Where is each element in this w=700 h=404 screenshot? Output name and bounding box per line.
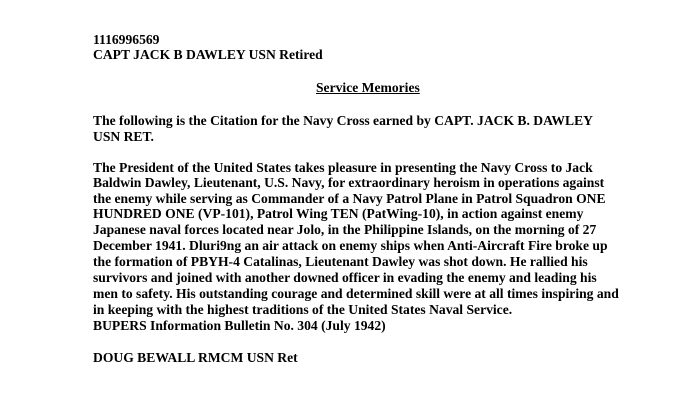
- document-title: Service Memories: [316, 80, 420, 95]
- citation-line: in keeping with the highest traditions of the United States Naval Service.: [93, 302, 513, 317]
- intro-line: The following is the Citation for the Navy Cross earned by CAPT. JACK B. DAWLEY: [93, 113, 593, 128]
- citation-line: The President of the United States takes pleasure in presenting the Navy Cross to Jack: [93, 160, 593, 175]
- signature: DOUG BEWALL RMCM USN Ret: [93, 350, 298, 365]
- citation-line: December 1941. Dluri9ng an air attack on enemy ships when Anti-Aircraft Fire broke up: [93, 238, 608, 253]
- citation-line: the enemy while serving as Commander of a Navy Patrol Plane in Patrol Squadron ONE: [93, 191, 606, 206]
- citation-line: the formation of PBYH-4 Catalinas, Lieutenant Dawley was shot down. He rallied his: [93, 254, 588, 269]
- citation-source: BUPERS Information Bulletin No. 304 (July 1942): [93, 318, 386, 333]
- subject-name: CAPT JACK B DAWLEY USN Retired: [93, 47, 323, 62]
- document-id: 1116996569: [93, 32, 160, 47]
- citation-line: survivors and joined with another downed officer in evading the enemy and leading his: [93, 270, 597, 285]
- intro-line: USN RET.: [93, 129, 154, 144]
- citation-line: men to safety. His outstanding courage and determined skill were at all times inspiring and: [93, 286, 619, 301]
- citation-line: HUNDRED ONE (VP-101), Patrol Wing TEN (PatWing-10), in action against enemy: [93, 206, 584, 221]
- citation-line: Japanese naval forces located near Jolo, in the Philippine Islands, on the morning of 27: [93, 222, 597, 237]
- citation-line: Baldwin Dawley, Lieutenant, U.S. Navy, for extraordinary heroism in operations against: [93, 175, 605, 190]
